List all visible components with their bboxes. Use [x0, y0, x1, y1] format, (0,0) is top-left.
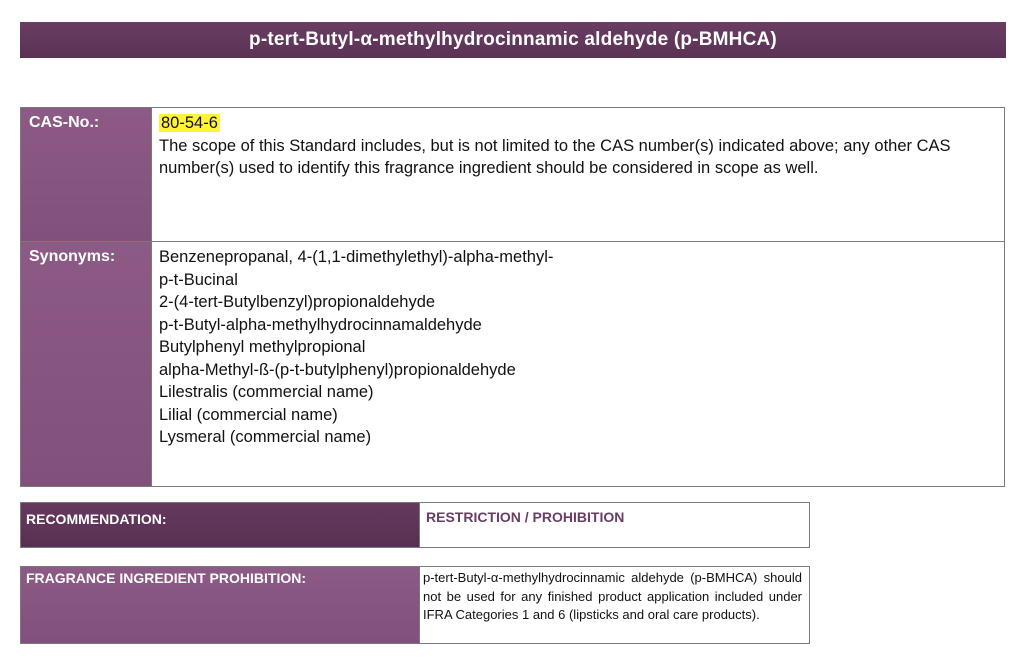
synonyms-value-cell: [152, 242, 1004, 486]
synonym-item: p-t-Butyl-alpha-methylhydrocinnamaldehyde: [159, 315, 482, 334]
recommendation-label: RECOMMENDATION:: [21, 503, 419, 547]
cas-label: CAS-No.:: [21, 108, 152, 241]
synonym-item: Butylphenyl methylpropional: [159, 338, 366, 356]
prohibition-table: [20, 566, 810, 644]
cas-row: [21, 108, 1004, 242]
synonym-item: Lilial (commercial name): [159, 405, 338, 424]
cas-number: 80-54-6: [161, 114, 218, 132]
prohibition-text: p-tert-Butyl-α-methylhydrocinnamic aldehyde (p-BMHCA) should not be used for any finished product application included under IFRA Categories 1 and 6 (lipsticks and oral care products).: [419, 567, 809, 643]
ingredient-info-table: [20, 107, 1005, 487]
synonym-list: [159, 246, 996, 449]
synonym-item: p-t-Bucinal: [159, 270, 238, 289]
document-title: p-tert-Butyl-α-methylhydrocinnamic aldehyde (p-BMHCA): [20, 22, 1006, 58]
synonym-item: Lilestralis (commercial name): [159, 383, 374, 401]
synonym-item: 2-(4-tert-Butylbenzyl)propionaldehyde: [159, 293, 436, 311]
synonym-item: Lysmeral (commercial name): [159, 428, 372, 446]
cas-value-cell: [152, 108, 1004, 241]
recommendation-table: [20, 502, 810, 548]
prohibition-label: FRAGRANCE INGREDIENT PROHIBITION:: [21, 567, 419, 643]
synonym-item: alpha-Methyl-ß-(p-t-butylphenyl)propionaldehyde: [159, 360, 516, 379]
cas-scope-text: The scope of this Standard includes, but is not limited to the CAS number(s) indicated above; any other CAS number(s) used to identify this fragrance ingredient should be considered in scope as well.: [159, 136, 951, 177]
synonyms-row: [21, 242, 1004, 486]
synonyms-label: Synonyms:: [21, 242, 152, 486]
recommendation-value: RESTRICTION / PROHIBITION: [419, 503, 809, 547]
synonym-item: Benzenepropanal, 4-(1,1-dimethylethyl)-alpha-methyl-: [159, 248, 554, 266]
